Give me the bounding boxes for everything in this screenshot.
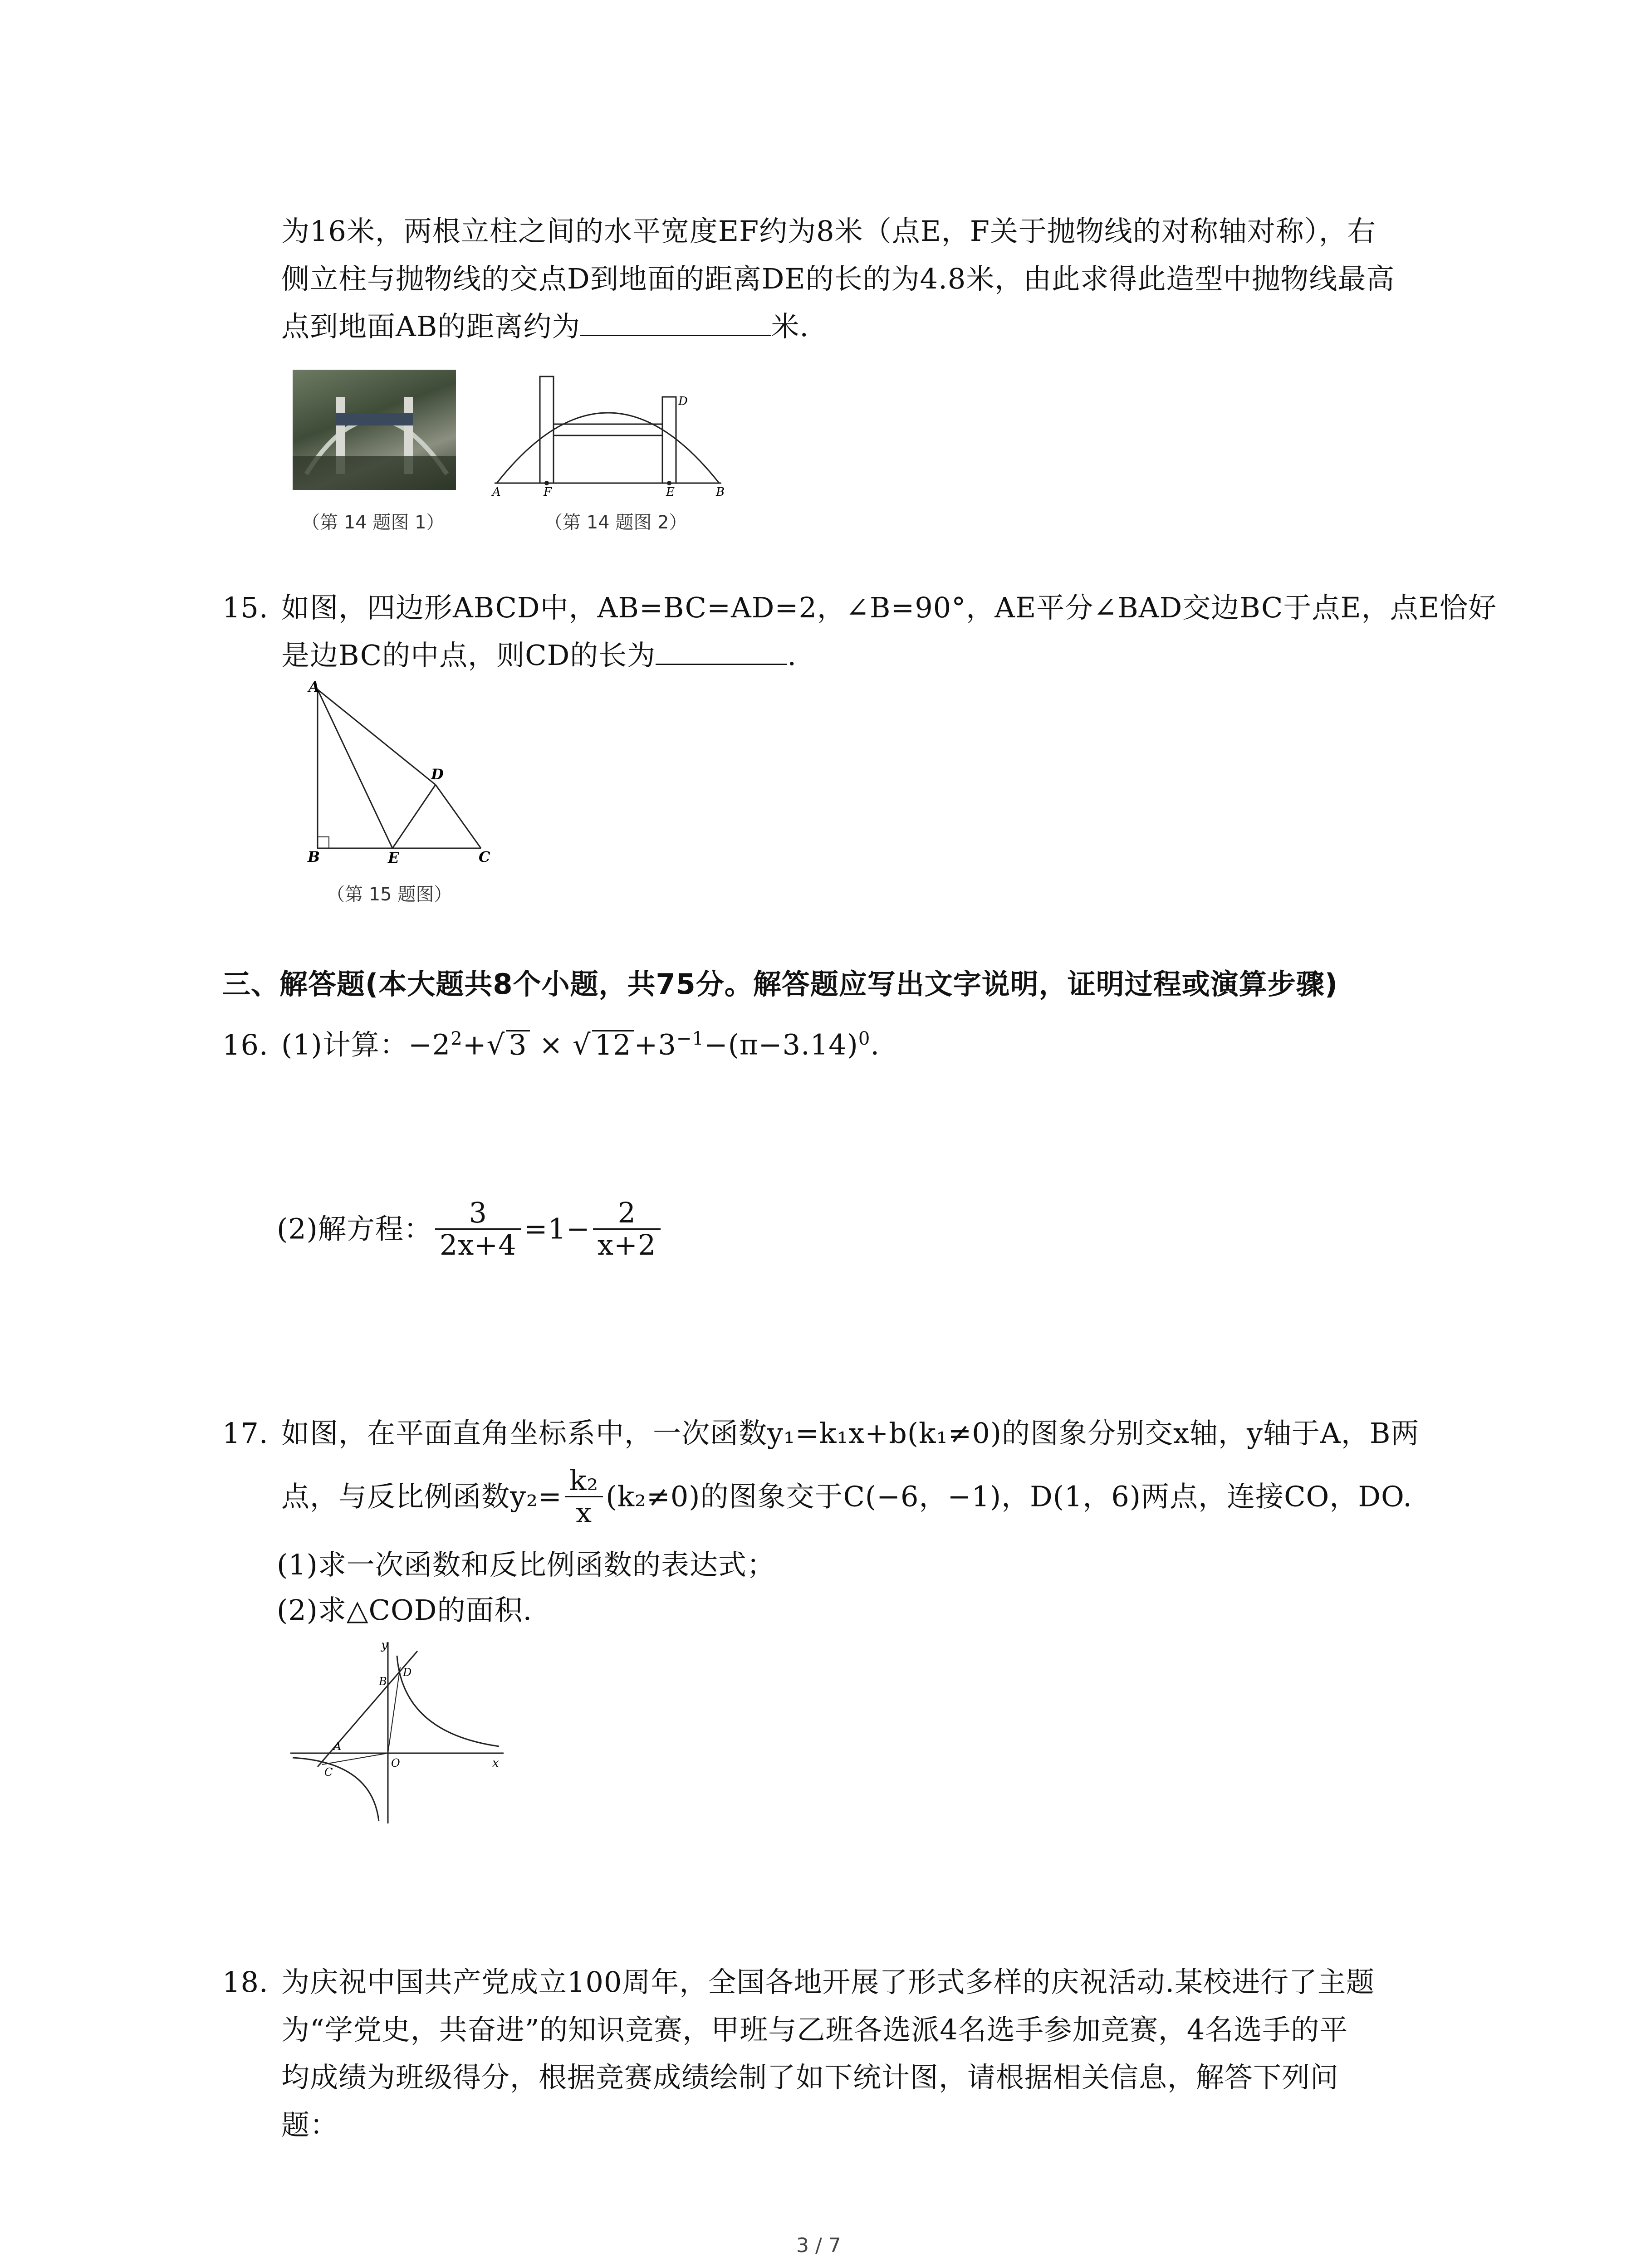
q14-answer-blank[interactable] — [580, 312, 771, 336]
q16-sqrt-3: 3 — [506, 1030, 529, 1059]
q15-number: 15. — [222, 591, 269, 624]
q17-text-line-2 — [281, 1465, 1412, 1528]
section-3-heading: 三、解答题(本大题共8个小题，共75分。解答题应写出文字说明，证明过程或演算步骤) — [222, 968, 1338, 1001]
axis-label-x: x — [492, 1756, 499, 1770]
label-D: D — [403, 1666, 412, 1679]
q16-term-c: +3 — [634, 1028, 676, 1061]
q16-fraction-1 — [435, 1198, 521, 1261]
axis-label-y: y — [381, 1638, 388, 1652]
arch-structure-photo-image — [293, 370, 456, 490]
q14-figure1-photo — [293, 370, 456, 490]
q15-caption: （第 15 题图） — [327, 884, 452, 905]
q16-fraction-2 — [593, 1198, 661, 1261]
q14-caption-2: （第 14 题图 2） — [544, 512, 687, 533]
q14-text-line-3 — [281, 308, 809, 345]
q17-number: 17. — [222, 1417, 269, 1450]
q16-times: × — [529, 1028, 573, 1061]
origin-label: O — [391, 1757, 400, 1769]
label-B: B — [716, 485, 725, 497]
q18-text-line-1 — [222, 1964, 1375, 2000]
q14-figure2-diagram — [485, 370, 730, 497]
q16-number: 16. — [222, 1028, 269, 1061]
q16-term-a: −2 — [408, 1028, 451, 1061]
parabola-diagram — [485, 370, 730, 497]
sqrt-symbol: √ — [486, 1028, 505, 1061]
label-E: E — [388, 849, 399, 866]
label-A: A — [309, 680, 320, 695]
q16-frac2-numerator: 2 — [593, 1198, 661, 1230]
q17-fraction — [565, 1465, 603, 1528]
quadrilateral-diagram — [299, 680, 504, 866]
q18-text-line-4: 题： — [281, 2108, 339, 2141]
q16-term-d: −(π−3.14) — [704, 1028, 858, 1061]
q17-figure — [286, 1637, 513, 1828]
q17-frac-denominator: x — [576, 1496, 593, 1529]
q14-text-line-2: 侧立柱与抛物线的交点D到地面的距离DE的长的为4.8米，由此求得此造型中抛物线最高 — [281, 262, 1395, 295]
q16-part2 — [277, 1198, 663, 1261]
q16-equals-one-minus: =1− — [524, 1212, 590, 1246]
label-C: C — [324, 1766, 333, 1779]
q15-figure — [299, 680, 504, 866]
q17-sub-question-1: (1)求一次函数和反比例函数的表达式； — [277, 1548, 775, 1581]
q18-text-line-3: 均成绩为班级得分，根据竞赛成绩绘制了如下统计图，请根据相关信息，解答下列问 — [281, 2061, 1339, 2094]
label-C: C — [479, 848, 490, 865]
q16-term-d-exp: 0 — [858, 1028, 871, 1049]
q18-text-line-2: 为“学党史，共奋进”的知识竞赛，甲班与乙班各选派4名选手参加竞赛，4名选手的平 — [281, 2013, 1348, 2046]
label-D: D — [678, 395, 688, 408]
q16-plus: + — [462, 1028, 487, 1061]
q16-part1-end: . — [870, 1028, 880, 1061]
q14-line3-post: 米. — [771, 310, 809, 343]
q16-part2-label: (2)解方程： — [277, 1212, 432, 1246]
q15-answer-blank[interactable] — [656, 641, 787, 665]
q16-sqrt-12: 12 — [592, 1030, 634, 1059]
label-E: E — [666, 485, 675, 497]
q16-part1 — [222, 1021, 880, 1063]
q15-text-line-1 — [222, 590, 1497, 626]
q15-text-line-2 — [281, 637, 797, 674]
q17-line2-pre: 点，与反比例函数y₂= — [281, 1480, 562, 1513]
q16-frac2-denominator: x+2 — [598, 1228, 656, 1261]
label-D: D — [431, 766, 444, 783]
sqrt-symbol: √ — [572, 1028, 591, 1061]
q17-line1-text: 如图，在平面直角坐标系中，一次函数y₁=k₁x+b(k₁≠0)的图象分别交x轴，y轴于A，B两 — [281, 1417, 1420, 1450]
label-B: B — [379, 1675, 387, 1688]
label-B: B — [308, 848, 320, 865]
q14-line3-pre: 点到地面AB的距离约为 — [281, 310, 581, 343]
q17-text-line-1 — [222, 1415, 1419, 1452]
coordinate-graph — [286, 1637, 513, 1828]
q17-line2-post: (k₂≠0)的图象交于C(−6，−1)，D(1，6)两点，连接CO，DO. — [606, 1480, 1412, 1513]
q17-frac-numerator: k₂ — [565, 1465, 603, 1497]
q18-number: 18. — [222, 1965, 269, 1999]
q16-part1-label: (1)计算： — [281, 1028, 408, 1061]
q16-term-a-exp: 2 — [451, 1028, 463, 1049]
q15-line1-text: 如图，四边形ABCD中，AB=BC=AD=2，∠B=90°，AE平分∠BAD交边BC于点E，点E恰好 — [281, 591, 1497, 624]
label-A: A — [333, 1740, 342, 1753]
q16-term-c-exp: −1 — [676, 1028, 704, 1049]
label-A: A — [492, 485, 501, 497]
q18-line1-text: 为庆祝中国共产党成立100周年，全国各地开展了形式多样的庆祝活动.某校进行了主题 — [281, 1965, 1375, 1999]
q16-frac1-denominator: 2x+4 — [439, 1228, 517, 1261]
q16-frac1-numerator: 3 — [435, 1198, 521, 1230]
q15-line2-pre: 是边BC的中点，则CD的长为 — [281, 639, 656, 672]
q17-sub-question-2: (2)求△COD的面积. — [277, 1593, 533, 1627]
label-F: F — [544, 485, 552, 497]
page-number: 3 / 7 — [796, 2234, 841, 2257]
q14-caption-1: （第 14 题图 1） — [302, 512, 445, 533]
q15-line2-post: . — [787, 639, 797, 672]
q14-text-line-1: 为16米，两根立柱之间的水平宽度EF约为8米（点E，F关于抛物线的对称轴对称），右 — [281, 215, 1376, 248]
